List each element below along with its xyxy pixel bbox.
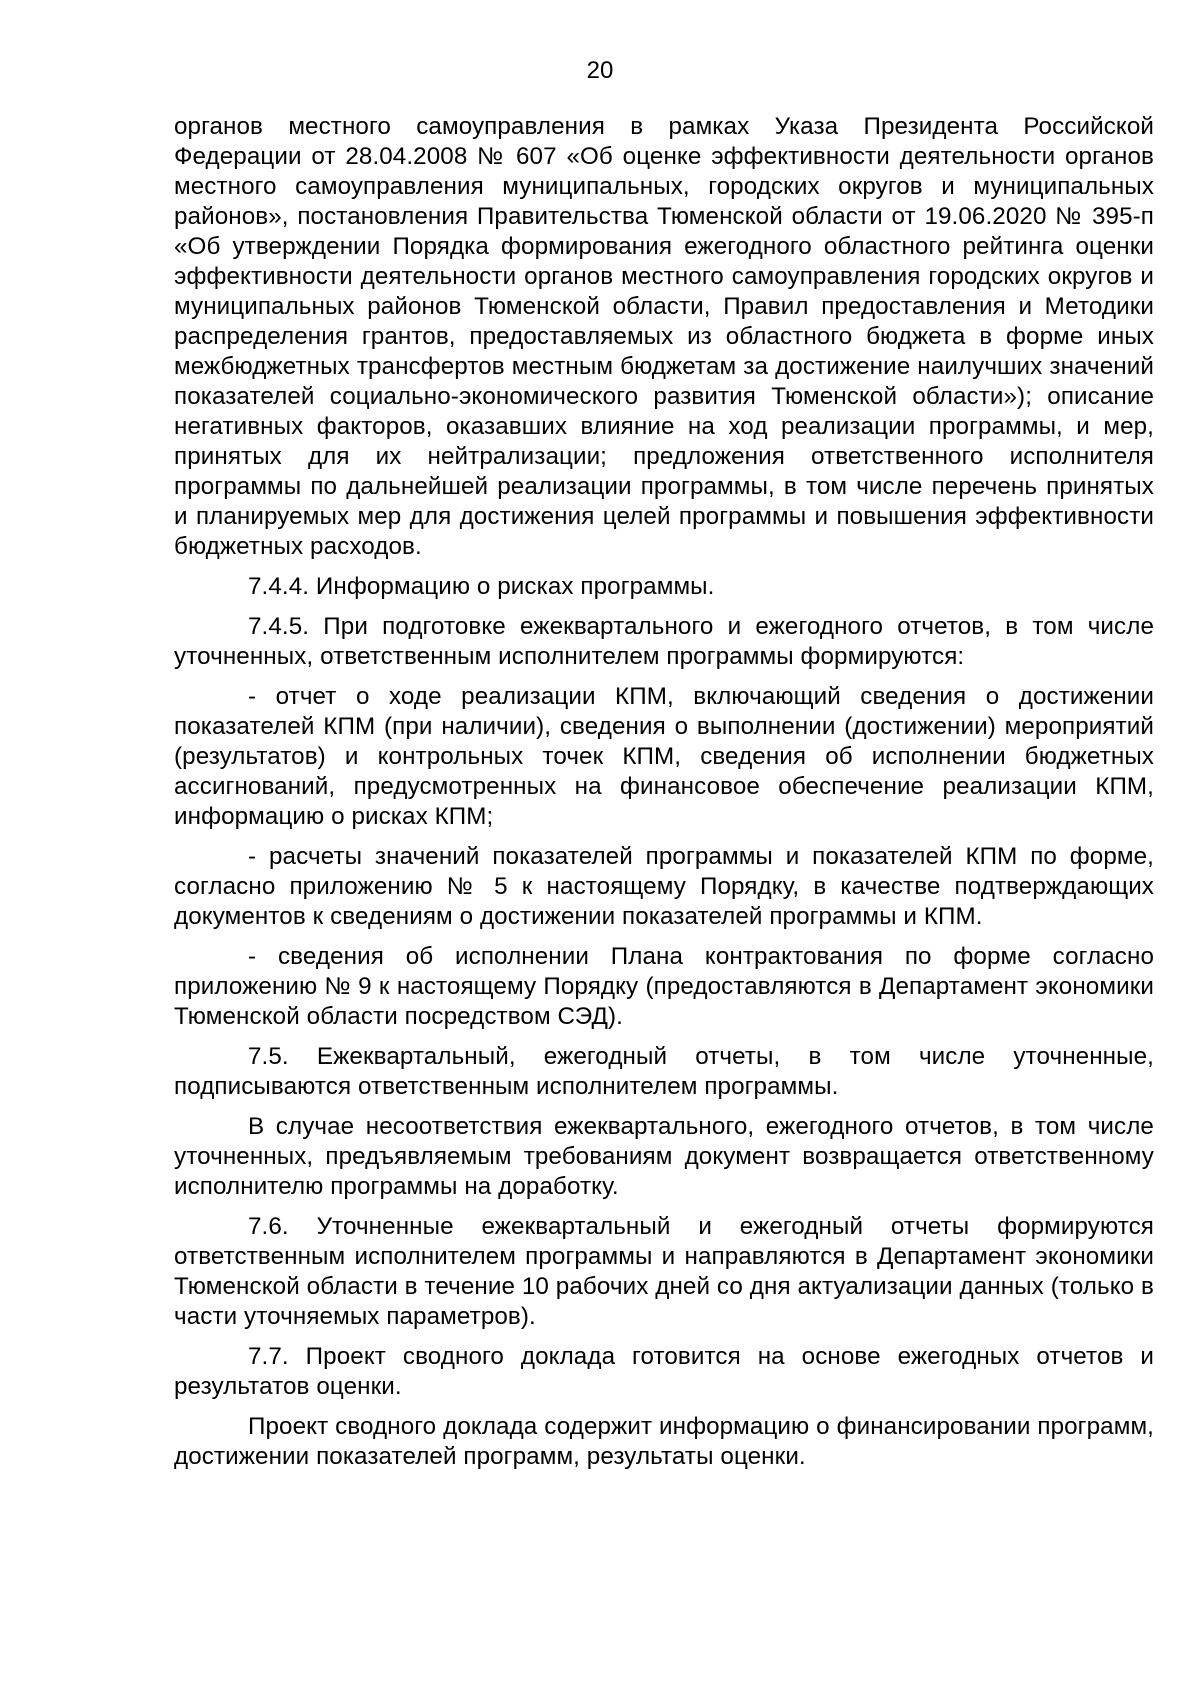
document-body (174, 112, 1154, 1472)
list-item-indicator-calculations: - расчеты значений показателей программы и показателей КПМ по форме, согласно приложению № 5 к настоящему Порядку, в качестве подтверждающих документов к сведениям о достижении показателей программы и КПМ. (174, 843, 1154, 930)
paragraph-continuation: органов местного самоуправления в рамках Указа Президента Российской Федерации от 28.04.2008 № 607 «Об оценке эффективности деятельности органов местного самоуправления муниципальных, городских округов и муниципальных районов», постановления Правительства Тюменской области от 19.06.2020 № 395-п «Об утверждении Порядка формирования ежегодного областного рейтинга оценки эффективности деятельности органов местного самоуправления городских округов и муниципальных районов Тюменской области, Правил предоставления и Методики распределения грантов, предоставляемых из областного бюджета в форме иных межбюджетных трансфертов местным бюджетам за достижение наилучших значений показателей социально-экономического развития Тюменской области»); описание негативных факторов, оказавших влияние на ход реализации программы, и мер, принятых для их нейтрализации; предложения ответственного исполнителя программы по дальнейшей реализации программы, в том числе перечень принятых и планируемых мер для достижения целей программы и повышения эффективности бюджетных расходов. (174, 113, 1154, 560)
paragraph-summary-report-content: Проект сводного доклада содержит информацию о финансировании программ, достижении показателей программ, результаты оценки. (174, 1413, 1154, 1470)
paragraph-7-4-4: 7.4.4. Информацию о рисках программы. (248, 573, 715, 600)
paragraph-non-compliance: В случае несоответствия ежеквартального, ежегодного отчетов, в том числе уточненных, предъявляемым требованиям документ возвращается ответственному исполнителю программы на доработку. (174, 1113, 1154, 1200)
paragraph-7-6: 7.6. Уточненные ежеквартальный и ежегодный отчеты формируются ответственным исполнителем программы и направляются в Департамент экономики Тюменской области в течение 10 рабочих дней со дня актуализации данных (только в части уточняемых параметров). (174, 1213, 1154, 1330)
paragraph-7-7: 7.7. Проект сводного доклада готовится на основе ежегодных отчетов и результатов оценки. (174, 1343, 1154, 1400)
paragraph-7-5: 7.5. Ежеквартальный, ежегодный отчеты, в том числе уточненные, подписываются ответственным исполнителем программы. (174, 1043, 1154, 1100)
page-number: 20 (586, 57, 614, 84)
list-item-kpm-report: - отчет о ходе реализации КПМ, включающий сведения о достижении показателей КПМ (при наличии), сведения о выполнении (достижении) мероприятий (результатов) и контрольных точек КПМ, сведения об исполнении бюджетных ассигнований, предусмотренных на финансовое обеспечение реализации КПМ, информацию о рисках КПМ; (174, 683, 1154, 830)
list-item-contracting-plan: - сведения об исполнении Плана контрактования по форме согласно приложению № 9 к настоящему Порядку (предоставляются в Департамент экономики Тюменской области посредством СЭД). (174, 943, 1154, 1030)
paragraph-7-4-5: 7.4.5. При подготовке ежеквартального и ежегодного отчетов, в том числе уточненных, ответственным исполнителем программы формируются: (174, 613, 1154, 670)
